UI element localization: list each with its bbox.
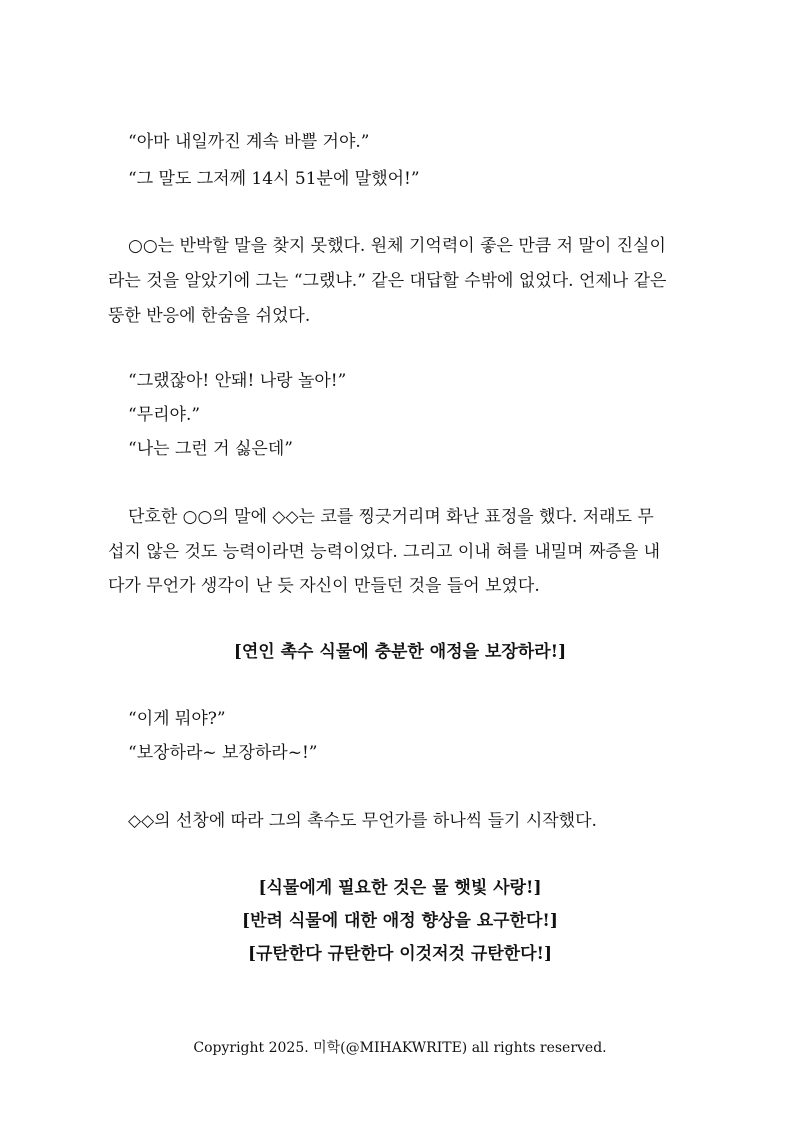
dialogue-line: “이게 뭐야?” [128,709,226,729]
dialogue-line: “무리야.” [128,405,201,425]
dialogue-line: “그랬잖아! 안돼! 나랑 놀아!” [128,371,347,391]
paragraph-line: 라는 것을 알았기에 그는 “그랬냐.” 같은 대답할 수밖에 없었다. 언제나 같은 [108,271,667,291]
paragraph-line: 뚱한 반응에 한숨을 쉬었다. [108,306,311,326]
copyright-footer: Copyright 2025. 미학(@MIHAKWRITE) all rights reserved. [193,1040,607,1056]
paragraph-line: 단호한 ○○의 말에 ◇◇는 코를 찡긋거리며 화난 표정을 했다. 저래도 무 [128,507,654,527]
paragraph-line: ○○는 반박할 말을 찾지 못했다. 원체 기억력이 좋은 만큼 저 말이 진실이 [128,236,666,256]
paragraph-line: 다가 무언가 생각이 난 듯 자신이 만들던 것을 들어 보였다. [108,576,540,596]
dialogue-line: “나는 그런 거 싫은데” [128,439,293,459]
dialogue-line: “그 말도 그저께 14시 51분에 말했어!” [128,169,420,189]
banner-text: [반려 식물에 대한 애정 향상을 요구한다!] [242,911,558,931]
dialogue-line: “보장하라~ 보장하라~!” [128,743,318,763]
banner-text: [규탄한다 규탄한다 이것저것 규탄한다!] [247,944,553,964]
paragraph-line: 섭지 않은 것도 능력이라면 능력이었다. 그리고 이내 혀를 내밀며 짜증을 내 [108,542,661,562]
banner-text: [연인 촉수 식물에 충분한 애정을 보장하라!] [233,642,567,662]
banner-text: [식물에게 필요한 것은 물 햇빛 사랑!] [258,878,542,898]
paragraph-line: ◇◇의 선창에 따라 그의 촉수도 무언가를 하나씩 들기 시작했다. [128,811,597,831]
dialogue-line: “아마 내일까진 계속 바쁠 거야.” [128,132,370,152]
